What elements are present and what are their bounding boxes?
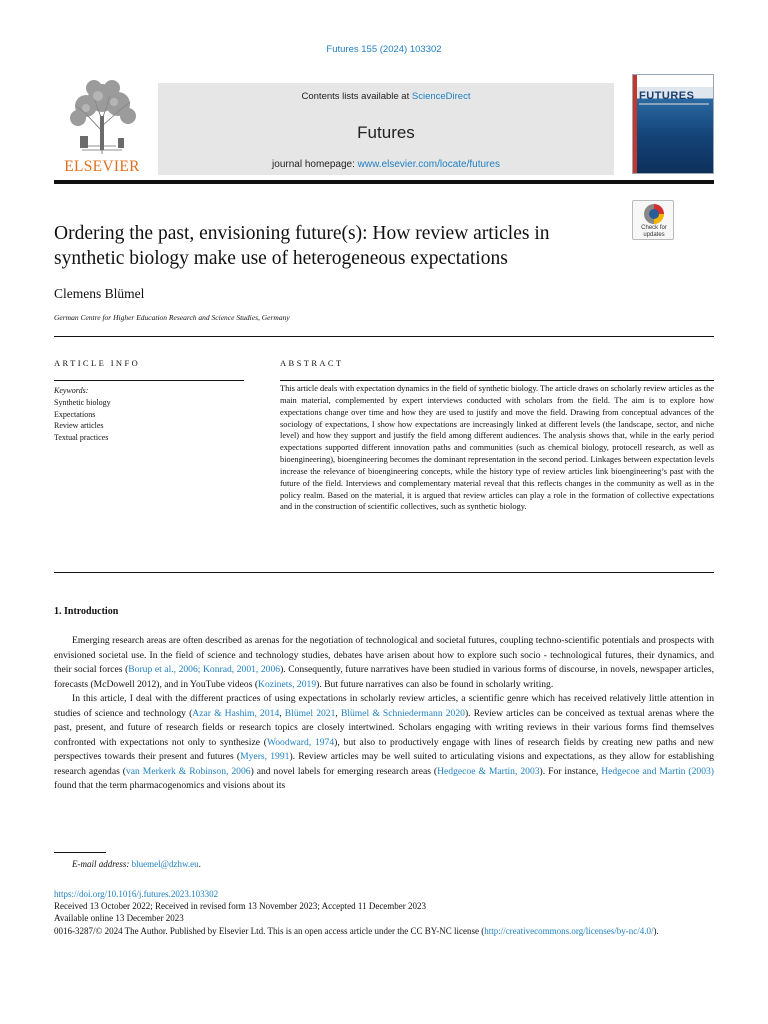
keywords-list — [54, 385, 111, 444]
elsevier-tree-icon — [64, 76, 140, 156]
keyword-item: Review articles — [54, 421, 104, 431]
cover-strip — [633, 75, 637, 174]
cover-subtitle-bar — [639, 103, 709, 105]
license-text: 0016-3287/© 2024 The Author. Published by Elsevier Ltd. This is an open access article under the CC BY-NC license ( — [54, 925, 485, 936]
citation-link[interactable]: Hedgecoe & Martin, 2003 — [437, 765, 540, 777]
text-run: , — [279, 707, 285, 719]
citation-link[interactable]: Blümel 2021 — [284, 707, 336, 719]
citation-link[interactable]: van Merkerk & Robinson, 2006 — [125, 765, 251, 777]
citation-link[interactable]: Woodward, 1974 — [266, 736, 335, 748]
text-run: ) and novel labels for emerging research areas ( — [250, 765, 438, 777]
license-statement — [54, 925, 714, 937]
cover-title: FUTURES — [639, 90, 695, 102]
citation-link[interactable]: Borup et al., 2006; Konrad, 2001, 2006 — [128, 664, 281, 676]
keyword-item: Synthetic biology — [54, 397, 111, 407]
citation-link[interactable]: Blümel & Schniedermann 2020 — [340, 707, 465, 719]
check-for-updates-button[interactable] — [632, 200, 674, 240]
email-label: E-mail address: — [72, 859, 130, 869]
journal-homepage — [158, 159, 614, 170]
elsevier-wordmark: ELSEVIER — [64, 158, 140, 175]
masthead-divider — [54, 180, 714, 184]
citation-link[interactable]: Hedgecoe and Martin (2003) — [601, 765, 714, 777]
masthead — [54, 74, 714, 178]
text-run: found that the term pharmacogenomics and visions about its — [54, 780, 286, 792]
crossmark-label-line2: updates — [643, 231, 665, 238]
journal-reference-link[interactable]: Futures 155 (2024) 103302 — [326, 44, 442, 55]
article-info-rule — [54, 380, 244, 381]
article-info-heading: ARTICLE INFO — [54, 358, 141, 368]
contents-prefix: Contents lists available at — [301, 91, 412, 102]
crossmark-label — [633, 225, 675, 238]
text-run: ). For instance, — [539, 765, 602, 777]
keyword-item: Expectations — [54, 409, 96, 419]
contents-availability — [158, 91, 614, 102]
introduction-body — [54, 634, 714, 794]
keywords-label: Keywords: — [54, 386, 89, 395]
text-run: Emerging research areas are often described as arenas for the negotiation of technological and societal futures, coupling techno-scientific potentials and prospects with envisioned societal use. In the field of science and technology studies, debates have arisen about how to explore such socio - technological futures, their dynamics, and their social forces ( — [54, 635, 714, 676]
text-run: ), but also to productively engage with lines of research fields by creating new paths and new perspectives towards their present and futures ( — [54, 736, 714, 763]
journal-cover-image[interactable] — [632, 74, 714, 174]
email-link[interactable]: bluemel@dzhw.eu — [131, 859, 199, 869]
license-link[interactable]: http://creativecommons.org/licenses/by-nc/4.0/ — [484, 925, 654, 936]
text-run: ). Review articles can be conceived as textual arenas where the past, present, and future of research fields or research topics are closely intertwined. Scholars engaging with writing reviews in their various forms find themselves confronted with expectations not only to synthesize ( — [54, 707, 715, 748]
keyword-item: Textual practices — [54, 433, 109, 443]
text-run: ). Consequently, future narratives have been studied in various forms of discourse, in novels, newspaper articles, forecasts (McDowell 2012), and in YouTube videos ( — [54, 664, 714, 690]
journal-title: Futures — [357, 123, 415, 142]
introduction-paragraph-2 — [54, 692, 714, 794]
doi-link[interactable]: https://doi.org/10.1016/j.futures.2023.103302 — [54, 889, 219, 899]
elsevier-logo[interactable] — [54, 76, 150, 176]
received-dates: Received 13 October 2022; Received in revised form 13 November 2023; Accepted 11 December 2023 — [54, 901, 427, 912]
citation-link[interactable]: Kozinets, 2019 — [258, 678, 317, 690]
crossmark-label-line1: Check for — [641, 225, 667, 231]
license-end: ). — [653, 925, 659, 936]
journal-homepage-link[interactable]: www.elsevier.com/locate/futures — [357, 159, 500, 170]
citation-link[interactable]: Azar & Hashim, 2014 — [192, 707, 280, 719]
citation-link[interactable]: Myers, 1991 — [240, 751, 290, 763]
article-title: Ordering the past, envisioning future(s): How review articles in synthetic biology make use of heterogeneous expectations — [54, 223, 550, 269]
available-online: Available online 13 December 2023 — [54, 913, 184, 924]
article-footer — [54, 888, 714, 937]
section-heading-introduction: 1. Introduction — [54, 606, 119, 617]
abstract-bottom-rule — [54, 572, 714, 573]
email-suffix: . — [198, 859, 201, 869]
author-name: Clemens Blümel — [54, 286, 145, 301]
introduction-paragraph-1 — [54, 634, 714, 692]
crossmark-icon — [644, 204, 664, 224]
sciencedirect-link[interactable]: ScienceDirect — [411, 91, 471, 102]
text-run: ). But future narratives can also be found in scholarly writing. — [316, 678, 554, 690]
abstract-body: This article deals with expectation dynamics in the field of synthetic biology. The article draws on scholarly review articles as the main material, complemented by expert interviews conducted with scholars from the field. The aim is to explore how expectations change over time and how they are used to justify and move the field. Drawing from conceptual advances of the sociology of expectations, I show how expectations are increasingly linked at different levels (the landscape, sector, and niche level) and how they support and justify the field among different audiences. The analysis shows that, while in the early period expectations supported different innovation paths and communities (such as chemical biology, protocell research, as well as bioengineering), bioengineering becomes the dominant representation in the second period. Linkages between expectation levels increase the relevance of bioengineering concepts, while the history type of review articles link bioengineering’s past with the future of the field. Interviews and complementary material reveal that this reflects changes in the community as well as in the policy realm. Based on the material, it is argued that review articles can play a role in the formation of collective expectations and in the construction of scientific collectives, such as synthetic biology. — [280, 384, 714, 512]
text-run: In this article, I deal with the different practices of using expectations in scholarly review articles, a scientific genre which has received relatively little attention in studies of science and technology ( — [54, 693, 714, 719]
journal-masthead-box — [158, 83, 614, 175]
footnote-email — [72, 859, 201, 869]
header-divider — [54, 336, 714, 337]
footnote-rule — [54, 852, 106, 853]
text-run: ). Review articles may be well suited to articulating visions and expectations, as they allow for establishing research agendas ( — [54, 751, 714, 777]
abstract-rule — [280, 380, 714, 381]
abstract-heading: ABSTRACT — [280, 358, 344, 368]
homepage-prefix: journal homepage: — [272, 159, 358, 170]
text-run: , — [335, 707, 341, 719]
author-affiliation: German Centre for Higher Education Research and Science Studies, Germany — [54, 313, 290, 322]
